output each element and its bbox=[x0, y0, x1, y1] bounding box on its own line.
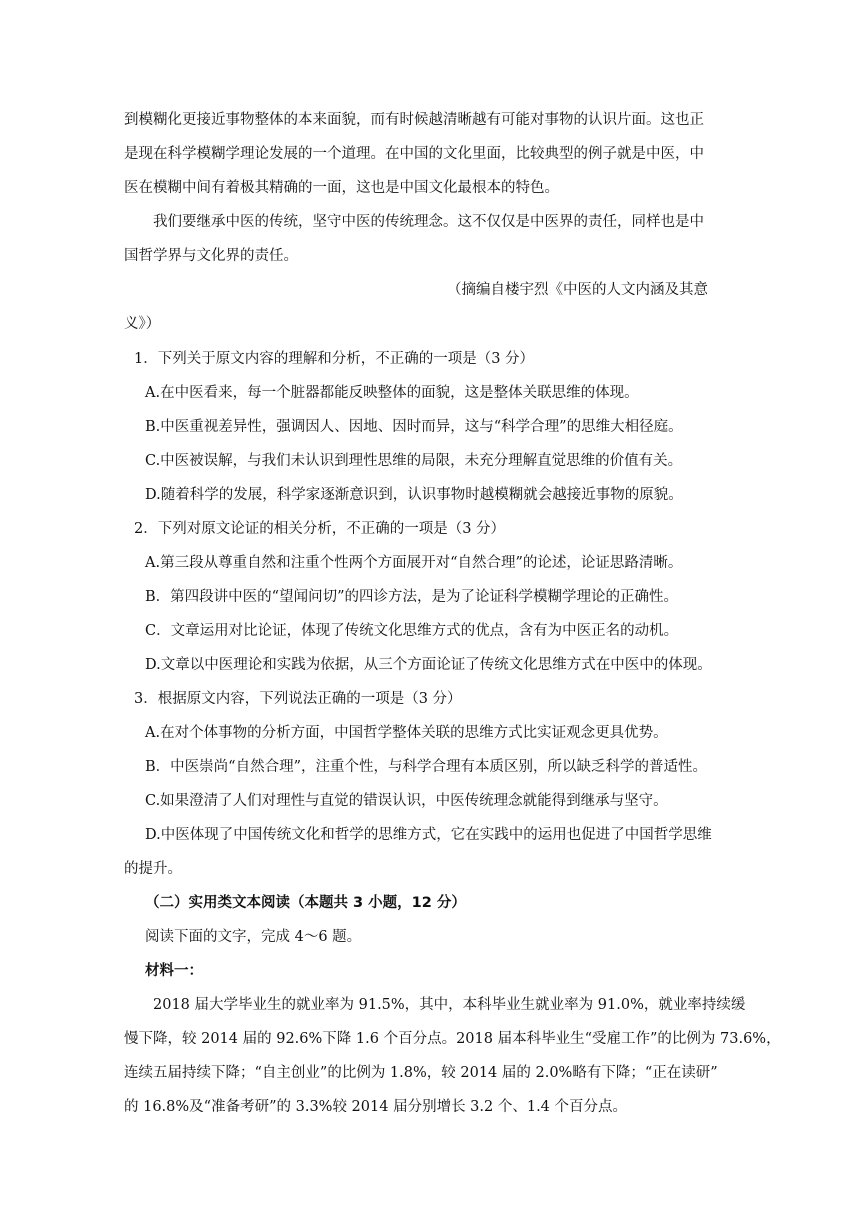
question-stem: 1．下列关于原文内容的理解和分析，不正确的一项是（3 分） bbox=[134, 351, 535, 367]
question-option-continuation: 的提升。 bbox=[124, 861, 182, 877]
question-option: C.中医被误解，与我们未认识到理性思维的局限，未充分理解直觉思维的价值有关。 bbox=[145, 453, 683, 469]
paragraph-line: 是现在科学模糊学理论发展的一个道理。在中国的文化里面，比较典型的例子就是中医，中 bbox=[124, 146, 704, 162]
question-option: B．第四段讲中医的“望闻问切”的四诊方法，是为了论证科学模糊学理论的正确性。 bbox=[145, 589, 678, 605]
question-option: A.在中医看来，每一个脏器都能反映整体的面貌，这是整体关联思维的体现。 bbox=[145, 385, 639, 401]
question-option: A.在对个体事物的分析方面，中国哲学整体关联的思维方式比实证观念更具优势。 bbox=[145, 725, 668, 741]
question-option: B.中医重视差异性，强调因人、因地、因时而异，这与“科学合理”的思维大相径庭。 bbox=[145, 419, 683, 435]
paragraph-line: 国哲学界与文化界的责任。 bbox=[124, 248, 298, 264]
source-citation: （摘编自楼宇烈《中医的人文内涵及其意 bbox=[447, 282, 708, 298]
source-citation: 义》） bbox=[124, 316, 161, 332]
paragraph-line: 医在模糊中间有着极其精确的一面，这也是中国文化最根本的特色。 bbox=[124, 180, 559, 196]
question-option: D.随着科学的发展，科学家逐渐意识到，认识事物时越模糊就会越接近事物的原貌。 bbox=[145, 487, 683, 503]
paragraph-line: 到模糊化更接近事物整体的本来面貌，而有时候越清晰越有可能对事物的认识片面。这也正 bbox=[124, 112, 704, 128]
question-option: C.如果澄清了人们对理性与直觉的错误认识，中医传统理念就能得到继承与坚守。 bbox=[145, 793, 668, 809]
paragraph-line: 我们要继承中医的传统，坚守中医的传统理念。这不仅仅是中医界的责任，同样也是中 bbox=[153, 214, 704, 230]
question-option: D.文章以中医理论和实践为依据，从三个方面论证了传统文化思维方式在中医中的体现。 bbox=[145, 657, 712, 673]
material-line: 2018 届大学毕业生的就业率为 91.5%，其中，本科毕业生就业率为 91.0%，就业率持续缓 bbox=[153, 997, 746, 1013]
material-line: 慢下降，较 2014 届的 92.6%下降 1.6 个百分点。2018 届本科毕业生“受雇工作”的比例为 73.6%， bbox=[124, 1031, 781, 1047]
question-stem: 3．根据原文内容，下列说法正确的一项是（3 分） bbox=[134, 691, 462, 707]
question-option: C．文章运用对比论证，体现了传统文化思维方式的优点，含有为中医正名的动机。 bbox=[145, 623, 679, 639]
question-option: D.中医体现了中国传统文化和哲学的思维方式，它在实践中的运用也促进了中国哲学思维 bbox=[145, 827, 712, 843]
material-line: 连续五届持续下降；“自主创业”的比例为 1.8%，较 2014 届的 2.0%略有下降；“正在读研” bbox=[124, 1065, 718, 1081]
material-label: 材料一： bbox=[145, 963, 203, 979]
section-instruction: 阅读下面的文字，完成 4～6 题。 bbox=[145, 929, 362, 945]
section-heading: （二）实用类文本阅读（本题共 3 小题，12 分） bbox=[145, 895, 466, 911]
question-option: A.第三段从尊重自然和注重个性两个方面展开对“自然合理”的论述，论证思路清晰。 bbox=[145, 555, 683, 571]
question-stem: 2．下列对原文论证的相关分析，不正确的一项是（3 分） bbox=[134, 521, 506, 537]
material-line: 的 16.8%及“准备考研”的 3.3%较 2014 届分别增长 3.2 个、1.4 个百分点。 bbox=[124, 1099, 628, 1115]
question-option: B．中医崇尚“自然合理”，注重个性，与科学合理有本质区别，所以缺乏科学的普适性。 bbox=[145, 759, 707, 775]
